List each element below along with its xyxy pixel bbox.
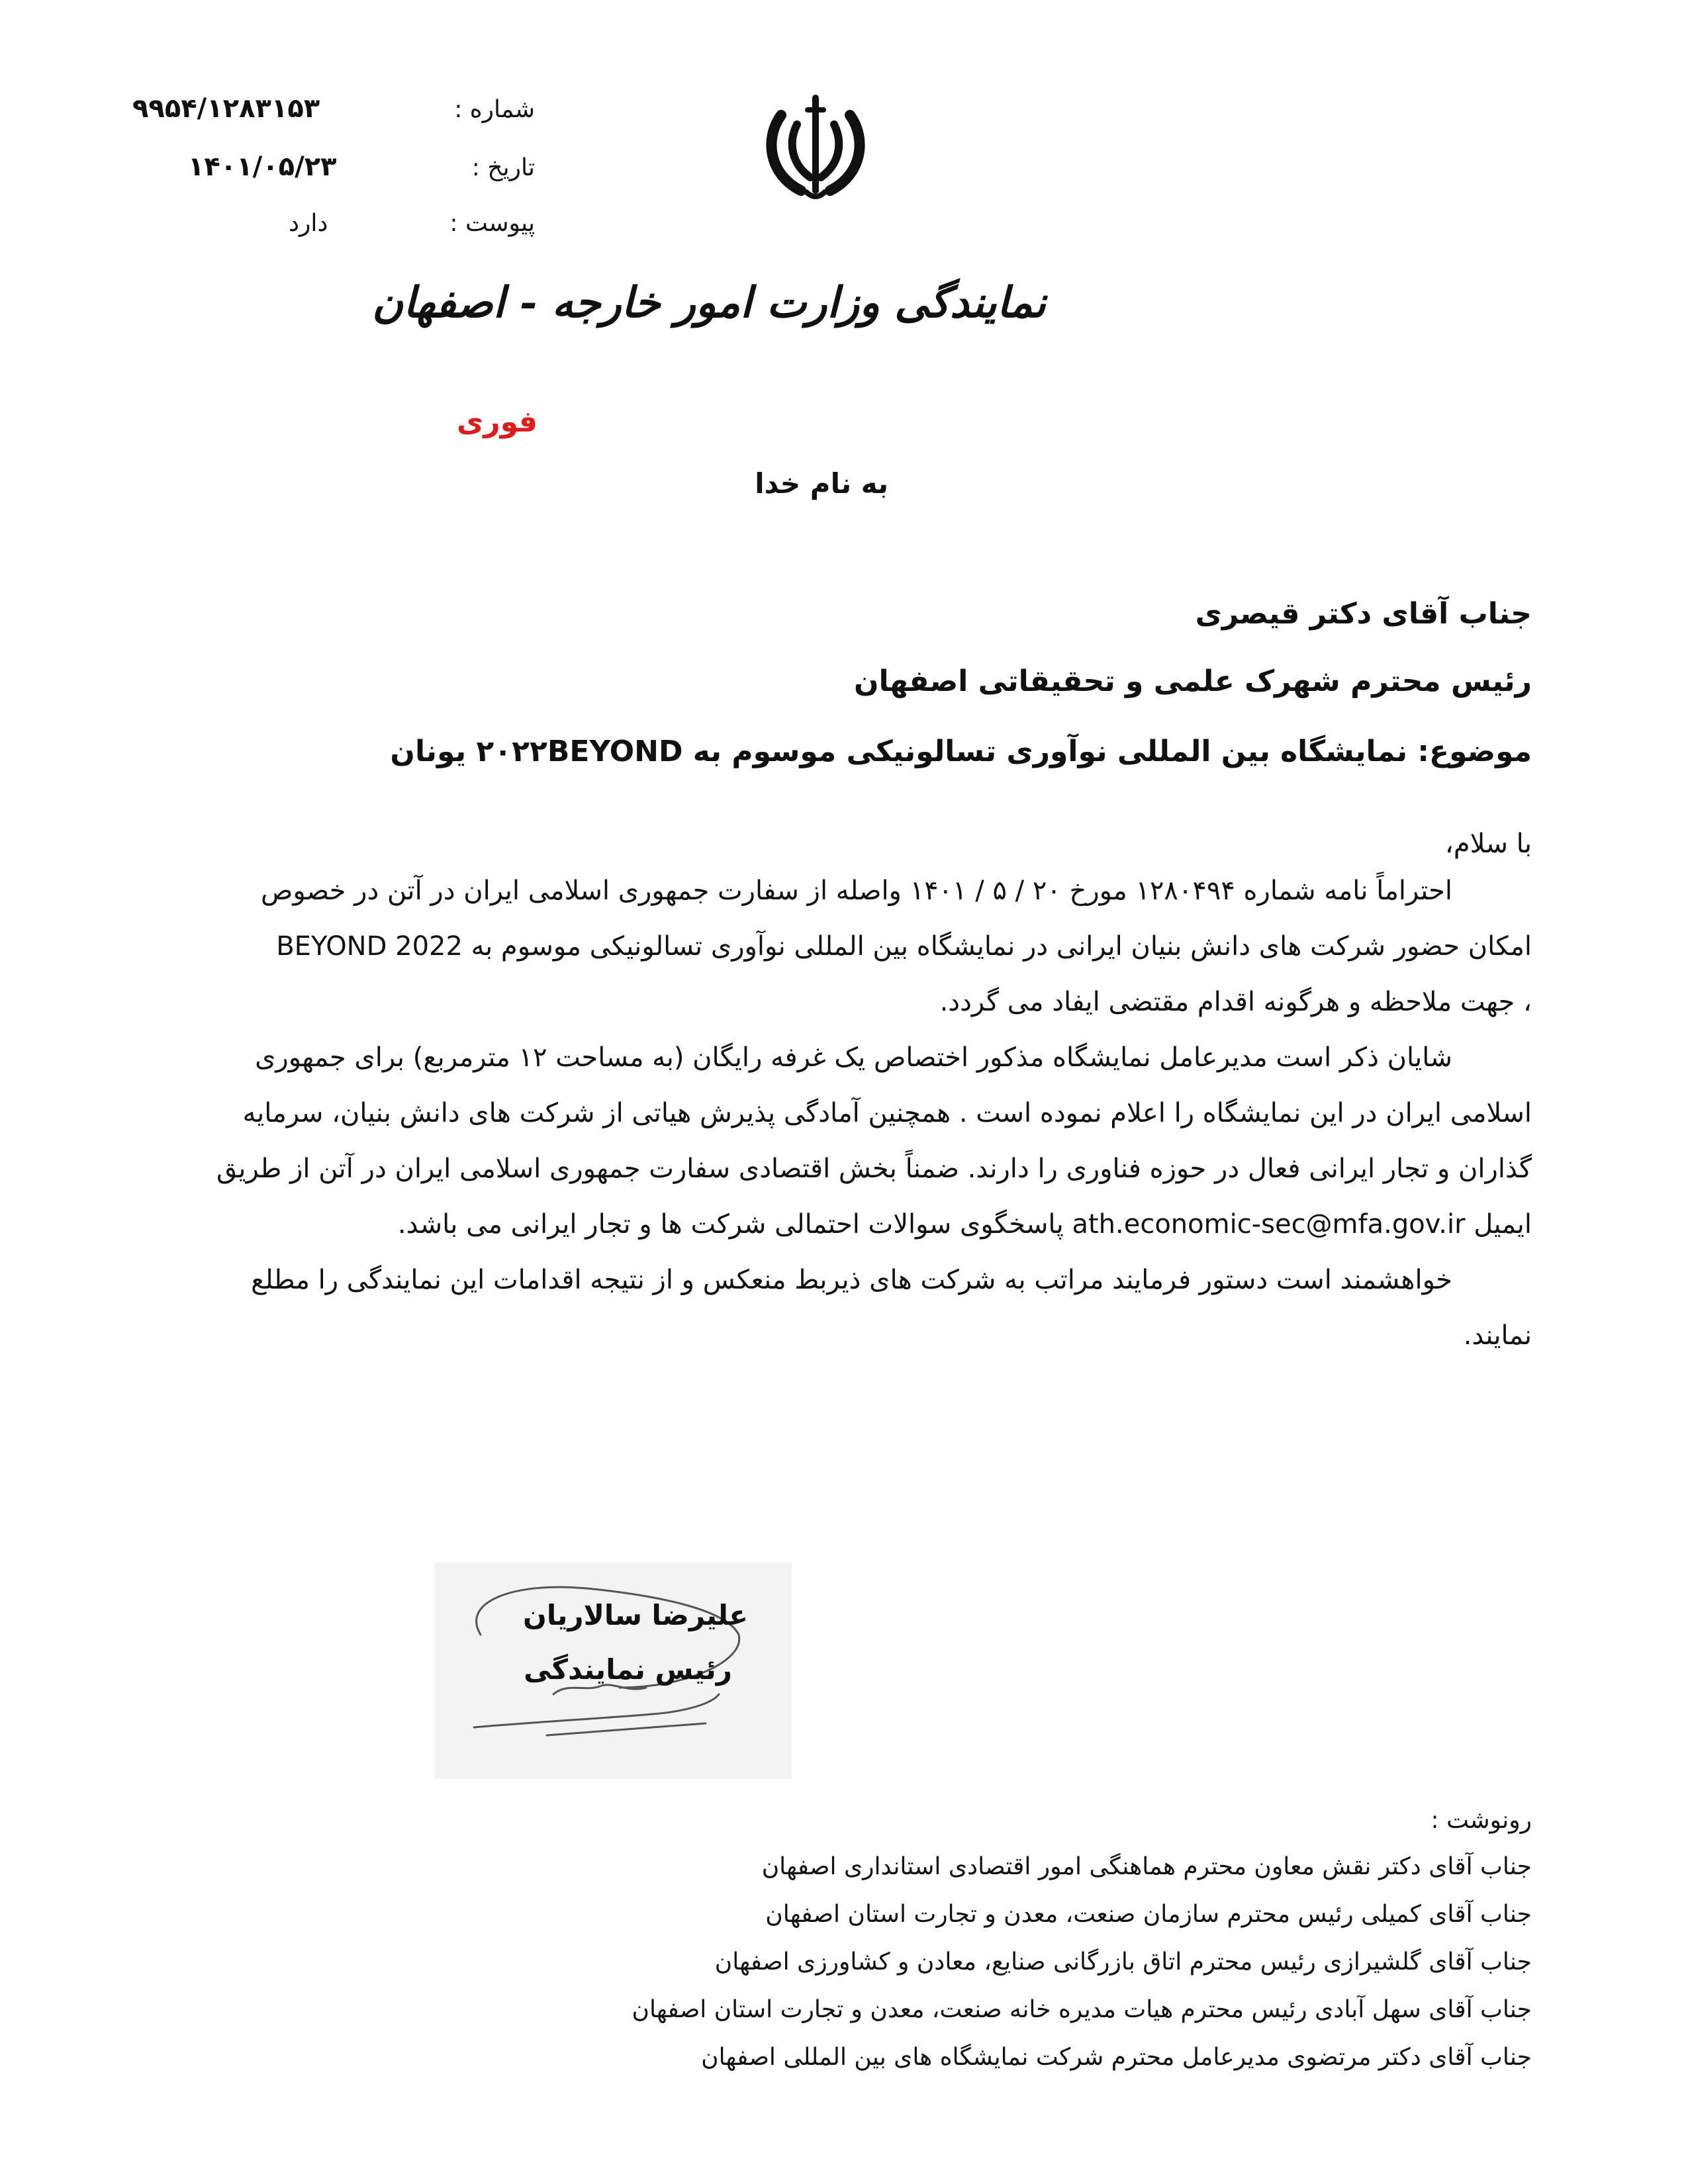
cc-item: جناب آقای گلشیرازی رئیس محترم اتاق بازرگانی صنایع، معادن و کشاورزی اصفهان [714,1948,1532,1976]
body-line: ، جهت ملاحظه و هرگونه اقدام مقتضی ایفاد می گردد. [939,987,1532,1017]
cc-item: جناب آقای کمیلی رئیس محترم سازمان صنعت، معدن و تجارت استان اصفهان [765,1901,1532,1928]
cc-heading: رونوشت : [1430,1807,1532,1834]
signature-box [434,1562,792,1779]
greeting: با سلام، [1444,829,1532,859]
agency-title: نمایندگی وزارت امور خارجه - اصفهان [372,278,1046,328]
recipient-position: رئیس محترم شهرک علمی و تحقیقاتی اصفهان [853,664,1532,698]
body-line: اسلامی ایران در این نمایشگاه را اعلام نموده است . همچنین آمادگی پذیرش هیاتی از شرکت های دانش بنیان، سرمایه [242,1098,1532,1128]
signatory-title: رئیس نمایندگی [524,1653,732,1686]
letter-body [158,878,1532,1378]
body-line: نمایند. [1463,1320,1532,1351]
number-value: ۹۹۵۴/۱۲۸۳۱۵۳ [132,93,320,124]
number-label: شماره : [454,96,535,123]
subject-line: موضوع: نمایشگاه بین المللی نوآوری تسالونیکی موسوم به ۲۰۲۲BEYOND یونان [390,735,1532,768]
recipient-name: جناب آقای دکتر قیصری [1195,597,1532,631]
urgent-label: فوری [456,405,538,439]
body-line: احتراماً نامه شماره ۱۲۸۰۴۹۴ مورخ ۲۰ / ۵ / ۱۴۰۱ واصله از سفارت جمهوری اسلامی ایران در آتن در خصوص [260,876,1452,906]
attachment-value: دارد [289,210,328,237]
body-line: امکان حضور شرکت های دانش بنیان ایرانی در نمایشگاه بین المللی نوآوری تسالونیکی موسوم به BEYOND 2022 [276,931,1532,962]
signatory-name: علیرضا سالاریان [523,1599,748,1631]
body-line: خواهشمند است دستور فرمایند مراتب به شرکت های ذیربط منعکس و از نتیجه اقدامات این نمایندگی را مطلع [251,1265,1452,1295]
body-line: ایمیل ath.economic-sec@mfa.gov.ir پاسخگوی سوالات احتمالی شرکت ها و تجار ایرانی می باشد. [397,1209,1532,1240]
cc-item: جناب آقای دکتر نقش معاون محترم هماهنگی امور اقتصادی استانداری اصفهان [761,1853,1532,1880]
date-value: ۱۴۰۱/۰۵/۲۳ [188,152,337,182]
body-line: گذاران و تجار ایرانی فعال در حوزه فناوری را دارند. ضمناً بخش اقتصادی سفارت جمهوری اسلامی ایران در آتن از طریق [216,1154,1532,1184]
cc-item: جناب آقای سهل آبادی رئیس محترم هیات مدیره خانه صنعت، معدن و تجارت استان اصفهان [632,1996,1532,2023]
cc-item: جناب آقای دکتر مرتضوی مدیرعامل محترم شرکت نمایشگاه های بین المللی اصفهان [701,2044,1532,2071]
iran-emblem-icon [749,78,882,210]
body-line: شایان ذکر است مدیرعامل نمایشگاه مذکور اختصاص یک غرفه رایگان (به مساحت ۱۲ مترمربع) برای جمهوری [255,1042,1452,1073]
date-label: تاریخ : [471,154,535,181]
cc-list [208,1853,1532,2091]
attachment-label: پیوست : [449,210,535,237]
basmala: به نام خدا [755,467,888,500]
